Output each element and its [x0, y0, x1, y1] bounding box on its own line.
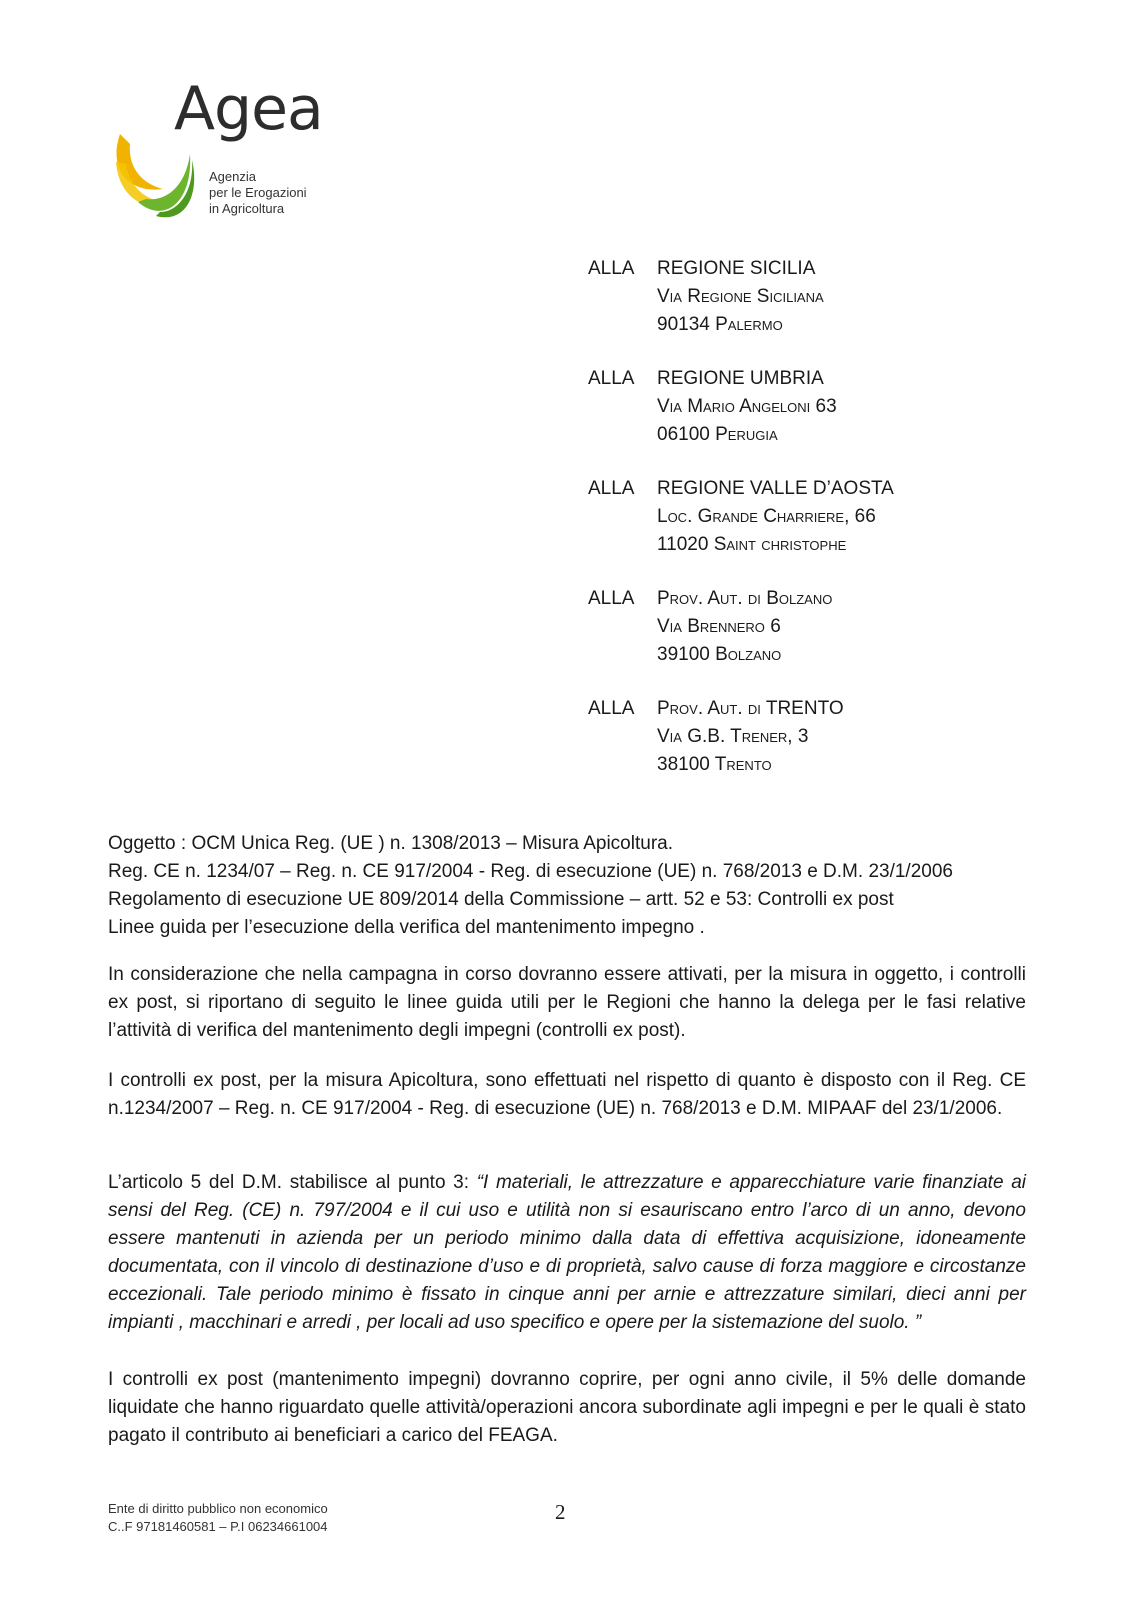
logo-name: Agea [174, 74, 323, 144]
recipient-prefix: ALLA [588, 478, 635, 499]
recipient-prefix: ALLA [588, 368, 635, 389]
recipient-name: Prov. Aut. di Bolzano [657, 588, 833, 609]
footer-line: C..F 97181460581 – P.I 06234661004 [108, 1519, 328, 1534]
paragraph-text: In considerazione che nella campagna in corso dovranno essere attivati, per la misura in oggetto, i controlli ex post, si riportano di seguito le linee guida utili per le Regioni che hanno la delega per le fasi relative l’attività di verifica del mantenimento degli impegni (controlli ex post). [108, 964, 1026, 1041]
recipient-city: 06100 Perugia [657, 424, 778, 445]
subject-line: Reg. CE n. 1234/07 – Reg. n. CE 917/2004 - Reg. di esecuzione (UE) n. 768/2013 e D.M. 23/1/2006 [108, 861, 953, 882]
footer-entity-info [108, 1500, 328, 1536]
paragraph-text: I controlli ex post (mantenimento impegni) dovranno coprire, per ogni anno civile, il 5% delle domande liquidate che hanno riguardato quelle attività/operazioni ancora subordinate agli impegni e per le quali è stato pagato il contributo ai beneficiari a carico del FEAGA. [108, 1369, 1026, 1446]
recipient-prefix: ALLA [588, 698, 635, 719]
quoted-text: “I materiali, le attrezzature e apparecchiature varie finanziate ai sensi del Reg. (CE) n. 797/2004 e il cui uso e utilità non si esauriscano entro l’arco di un anno, devono essere mantenuti in azienda per un periodo minimo dalla data di effettiva acquisizione, idoneamente documentata, con il vincolo di destinazione d’uso e di proprietà, salvo cause di forza maggiore e circostanze eccezionali. Tale periodo minimo è fissato in cinque anni per arnie e attrezzature similari, dieci anni per impianti , macchinari e arredi , per locali ad uso specifico e opere per la sistemazione del suolo. ” [108, 1172, 1026, 1333]
paragraph-intro [108, 961, 1026, 1045]
recipient-name: Prov. Aut. di TRENTO [657, 698, 844, 719]
recipient-name: REGIONE VALLE D’AOSTA [657, 478, 894, 499]
recipient-prefix: ALLA [588, 258, 635, 279]
recipient-street: Via Mario Angeloni 63 [657, 396, 837, 417]
recipient-city: 38100 Trento [657, 754, 772, 775]
paragraph-regulations [108, 1067, 1026, 1123]
logo-subtitle-line: per le Erogazioni [209, 185, 307, 200]
logo-subtitle-line: Agenzia [209, 169, 256, 184]
recipient-name: REGIONE SICILIA [657, 258, 816, 279]
subject-line: Oggetto : OCM Unica Reg. (UE ) n. 1308/2013 – Misura Apicoltura. [108, 833, 673, 854]
recipient-name: REGIONE UMBRIA [657, 368, 824, 389]
recipient-city: 90134 Palermo [657, 314, 783, 335]
recipient-prefix: ALLA [588, 588, 635, 609]
paragraph-text [108, 1169, 1026, 1337]
paragraph-text: I controlli ex post, per la misura Apicoltura, sono effettuati nel rispetto di quanto è disposto con il Reg. CE n.1234/2007 – Reg. n. CE 917/2004 - Reg. di esecuzione (UE) n. 768/2013 e D.M. MIPAAF del 23/1/2006. [108, 1070, 1026, 1119]
recipient-street: Loc. Grande Charriere, 66 [657, 506, 876, 527]
recipient-street: Via Regione Siciliana [657, 286, 824, 307]
footer-line: Ente di diritto pubblico non economico [108, 1501, 328, 1516]
agea-logo [108, 74, 340, 236]
paragraph-intro-text: L’articolo 5 del D.M. stabilisce al punto 3: [108, 1172, 477, 1193]
recipient-city: 39100 Bolzano [657, 644, 782, 665]
page-number: 2 [555, 1500, 566, 1524]
logo-subtitle [209, 169, 307, 217]
recipient-street: Via Brennero 6 [657, 616, 781, 637]
subject-line: Regolamento di esecuzione UE 809/2014 della Commissione – artt. 52 e 53: Controlli ex post [108, 889, 894, 910]
paragraph-ex-post-controls [108, 1366, 1026, 1450]
recipient-city: 11020 Saint christophe [657, 534, 847, 555]
logo-subtitle-line: in Agricoltura [209, 201, 285, 216]
subject-line: Linee guida per l’esecuzione della verifica del mantenimento impegno . [108, 917, 705, 938]
recipient-street: Via G.B. Trener, 3 [657, 726, 809, 747]
subject-block [108, 830, 1026, 942]
paragraph-article-5 [108, 1169, 1026, 1337]
